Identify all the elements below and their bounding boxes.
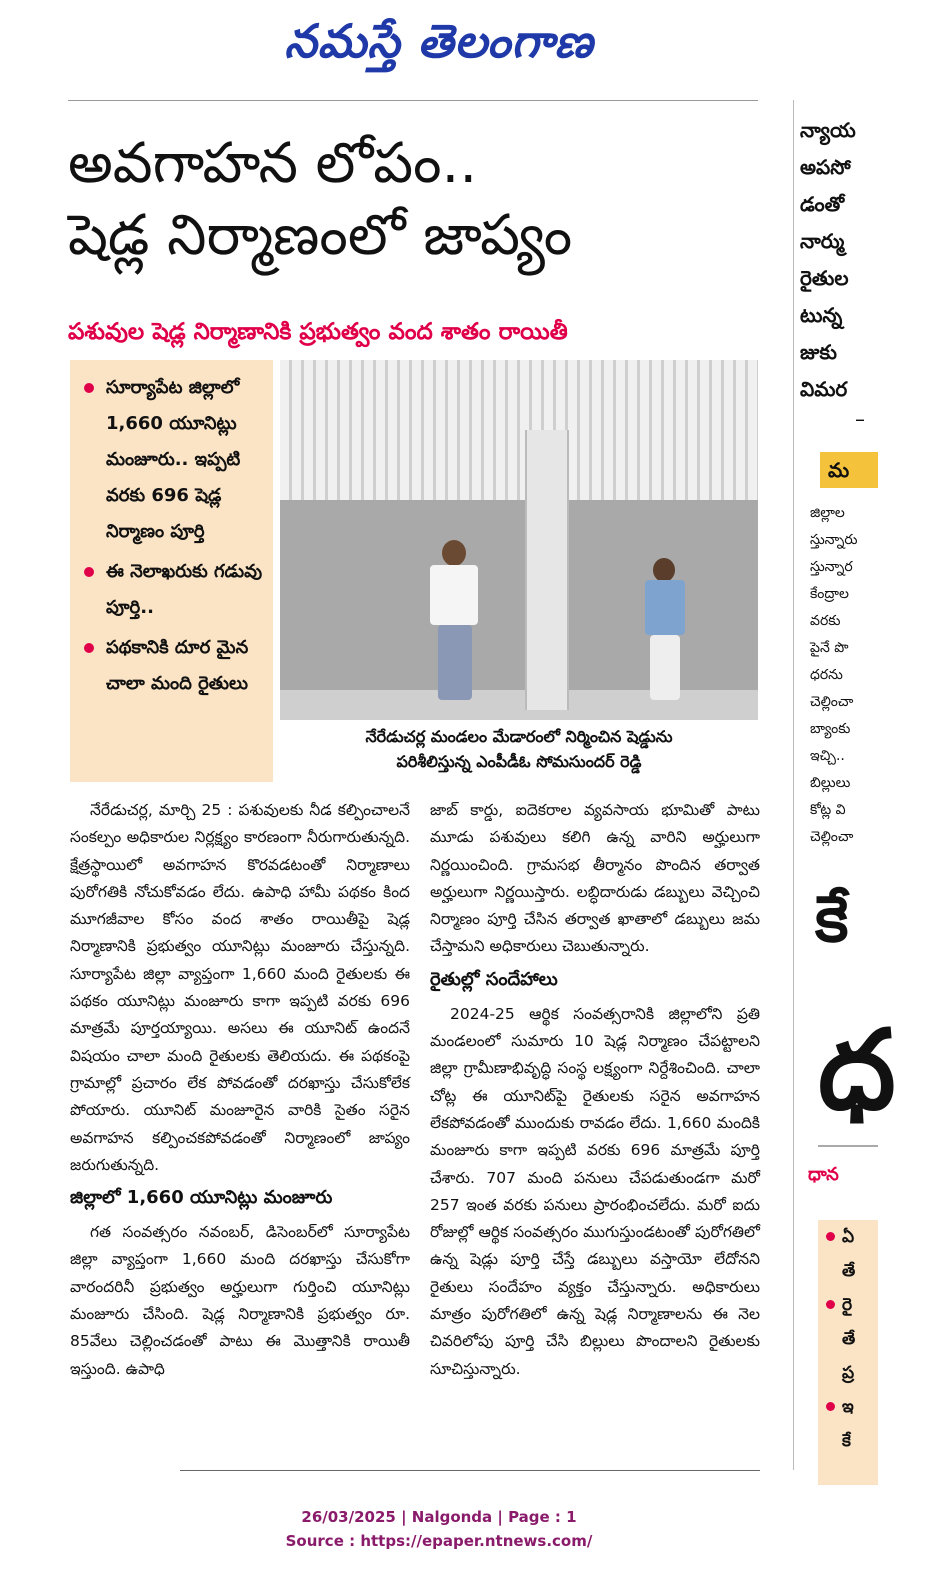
photo-floor [280,690,758,720]
highlight-item: ఈ నెలాఖరుకు గడువు పూర్తి.. [80,554,265,626]
highlights-box [70,360,273,782]
masthead-logo: నమస్తే తెలంగాణ [284,14,594,68]
article-column-1 [70,797,410,1383]
bullet-dot-icon [826,1300,835,1309]
person-2-head [653,558,675,582]
highlight-item: పథకానికి దూర మైన చాలా మంది రైతులు [80,630,265,702]
subheadline: పశువుల షెడ్ల నిర్మాణానికి ప్రభుత్వం వంద శాతం రాయితీ [68,319,568,345]
person-2-shirt [645,580,685,635]
bullet-dot-icon [84,643,94,653]
photo-wall [280,500,758,690]
photo-caption: నేరేడుచర్ల మండలం మేడారంలో నిర్మించిన షెడ్డును పరిశీలిస్తున్న ఎంపీడీఓ సోమసుందర్ రెడ్డి [365,727,673,771]
article-paragraph: 2024-25 ఆర్థిక సంవత్సరానికి జిల్లాలోని ప్రతి మండలంలో సుమారు 10 షెడ్ల నిర్మాణం చేపట్టాలని జిల్లా గ్రామీణాభివృద్ధి సంస్థ లక్ష్యంగా నిర్దేశించింది. చాలా చోట్ల ఈ యూనిట్‌పై రైతులకు సరైన అవగాహన లేకపోవడంతో ముందుకు రావడం లేదు. 1,660 మందికి మంజూరు కాగా ఇప్పటి వరకు 696 మాత్రమే పూర్తి చేశారు. 707 మంది పనులు చేపడుతుండగా మరో 257 ఇంత వరకు పనులు ప్రారంభించలేదు. మరో ఐదు రోజుల్లో ఆర్థిక సంవత్సరం ముగుస్తుండటంతో పురోగతిలో ఉన్న షెడ్లు పూర్తి చేస్తే డబ్బులు వస్తాయో లేదోనని రైతులు సందేహం వ్యక్తం చేస్తున్నారు. అధికారులు మాత్రం పురోగతిలో ఉన్న షెడ్ల నిర్మాణాలను ఈ నెల చివరిలోపు పూర్తి చేసి బిల్లులు పొందాలని రైతులకు సూచిస్తున్నారు. [430,1004,760,1378]
highlight-item: సూర్యాపేట జిల్లాలో 1,660 యూనిట్లు మంజూరు.. ఇప్పటి వరకు 696 షెడ్ల నిర్మాణం పూర్తి [80,370,265,550]
adjacent-article-body: జిల్లాల స్తున్నారు స్తున్నార కేంద్రాల వరకు పైనే పొ ధరను చెల్లించా బ్యాంకు ఇచ్చి.. బిల్లులు కోట్ల వి చెల్లించా [810,505,858,845]
article-column-2 [430,797,760,1383]
news-photo [280,360,758,720]
photo-pillar [525,430,569,710]
headline [68,128,758,272]
adjacent-section-label: మ [820,452,878,488]
bullet-dot-icon [826,1402,835,1411]
footer-source[interactable]: Source : https://epaper.ntnews.com/ [285,1532,593,1550]
section-heading: రైతుల్లో సందేహాలు [430,968,558,990]
footer-date-edition: 26/03/2025 | Nalgonda | Page : 1 [301,1508,577,1526]
adjacent-highlights-box: ఏ తే రై తే ప్ర ఇ కే [818,1220,878,1485]
adjacent-rule [818,1145,878,1147]
bottom-rule [180,1470,760,1471]
top-rule [68,100,758,101]
section-heading: జిల్లాలో 1,660 యూనిట్లు మంజూరు [70,1187,333,1209]
bullet-dot-icon [84,567,94,577]
person-1-shirt [430,565,478,625]
article-paragraph: జాబ్ కార్డు, ఐదెకరాల వ్యవసాయ భూమితో పాటు మూడు పశువులు కలిగి ఉన్న వారిని అర్హులుగా నిర్ణయించింది. గ్రామసభ తీర్మానం పొందిన తర్వాత అర్హులుగా నిర్ణయిస్తారు. లబ్ధిదారుడు డబ్బులు వెచ్చించి నిర్మాణం పూర్తి చేసిన తర్వాత ఖాతాలో డబ్బులు జమ చేస్తామని అధికారులు చెబుతున్నారు. [430,801,760,956]
photo-roof [280,360,758,500]
adjacent-article-lines: న్యాయ అపసో డంతో నార్ము రైతుల టున్న జుకు విమర [800,118,856,401]
person-1-legs [438,625,472,700]
column-divider [793,100,794,1470]
adjacent-headline-1: కే [815,883,849,957]
page-footer [0,1505,878,1553]
person-1-head [442,540,466,566]
adjacent-subheadline: ధాన [808,1164,839,1185]
headline-line-2: షెడ్ల నిర్మాణంలో జాప్యం [68,203,573,268]
adjacent-dash: – [855,407,865,431]
bullet-dot-icon [84,383,94,393]
headline-line-1: అవగాహన లోపం.. [68,131,478,196]
bullet-dot-icon [826,1232,835,1241]
article-paragraph: గత సంవత్సరం నవంబర్, డిసెంబర్‌లో సూర్యాపేట జిల్లా వ్యాప్తంగా 1,660 మంది దరఖాస్తు చేసుకోగా వారందరినీ ప్రభుత్వం అర్హులుగా గుర్తించి యూనిట్లు మంజూరు చేసింది. షెడ్ల నిర్మాణానికి ప్రభుత్వం రూ. 85వేలు చెల్లించడంతో పాటు ఈ మొత్తానికి రాయితీ ఇస్తుంది. ఉపాధి [70,1223,410,1378]
person-2-legs [650,635,680,700]
article-paragraph: నేరేడుచర్ల, మార్చి 25 : పశువులకు నీడ కల్పించాలనే సంకల్పం అధికారుల నిర్లక్ష్యం కారణంగా నీరుగారుతున్నది. క్షేత్రస్థాయిలో అవగాహన కొరవడటంతో నిర్మాణాలు పురోగతికి నోచుకోవడం లేదు. ఉపాధి హామీ పథకం కింద మూగజీవాల కోసం వంద శాతం రాయితీపై షెడ్ల నిర్మాణానికి ప్రభుత్వం యూనిట్లు మంజూరు చేస్తున్నది. సూర్యాపేట జిల్లా వ్యాప్తంగా 1,660 మంది రైతులకు ఈ పథకం యూనిట్లు మంజూరు కాగా ఇప్పటి వరకు 696 మాత్రమే పూర్తయ్యాయి. అసలు ఈ యూనిట్ ఉందనే విషయం చాలా మంది రైతులకు తెలియదు. ఈ పథకంపై గ్రామాల్లో ప్రచారం లేక పోవడంతో దరఖాస్తు చేసుకోలేక పోయారు. యూనిట్ మంజూరైన వారికి సైతం సరైన అవగాహన కల్పించకపోవడంతో నిర్మాణంలో జాప్యం జరుగుతున్నది. [70,801,410,1174]
adjacent-headline-2: ధ [818,1006,896,1134]
